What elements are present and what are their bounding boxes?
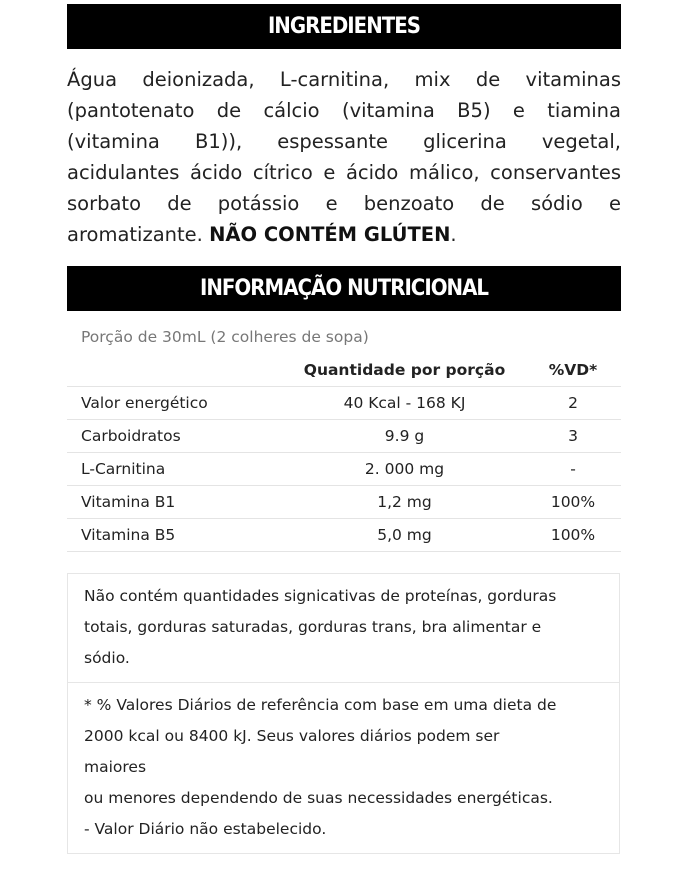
nutrient-name: Carboidratos — [67, 420, 284, 453]
nutrient-name: Valor energético — [67, 387, 284, 420]
table-row — [67, 453, 621, 486]
nutrient-name: L-Carnitina — [67, 453, 284, 486]
not-significant-note — [68, 574, 619, 682]
note-line: totais, gorduras saturadas, gorduras trans, bra alimentar e — [84, 618, 542, 636]
nutrient-quantity: 2. 000 mg — [284, 453, 525, 486]
reference-note — [68, 682, 619, 853]
nutrient-dv: 100% — [525, 486, 621, 519]
note-line: Não contém quantidades signicativas de proteínas, gorduras — [84, 587, 557, 605]
note-line: * % Valores Diários de referência com base em uma dieta de — [84, 696, 557, 714]
nutrient-quantity: 40 Kcal - 168 KJ — [284, 387, 525, 420]
nutrient-quantity: 1,2 mg — [284, 486, 525, 519]
nutrition-title: INFORMAÇÃO NUTRICIONAL — [199, 276, 489, 301]
note-line: - Valor Diário não estabelecido. — [84, 820, 327, 838]
nutrient-name: Vitamina B1 — [67, 486, 284, 519]
table-row — [67, 387, 621, 420]
ingredients-title: INGREDIENTES — [267, 14, 421, 39]
nutrient-quantity: 9.9 g — [284, 420, 525, 453]
nutrient-dv: - — [525, 453, 621, 486]
column-header-dv: %VD* — [548, 361, 598, 379]
ingredients-text: Água deionizada, L-carnitina, mix de vitaminas (pantotenato de cálcio (vitamina B5) e tiamina (vitamina B1)), espessante glicerina vegetal, acidulantes ácido cítrico e ácido málico, conservantes sorbato de potássio e benzoato de sódio e aromatizante. NÃO CONTÉM GLÚTEN. — [67, 68, 621, 246]
column-header-quantity: Quantidade por porção — [303, 361, 506, 379]
portion-size: Porção de 30mL (2 colheres de sopa) — [81, 328, 369, 346]
nutrient-dv: 2 — [525, 387, 621, 420]
table-row — [67, 420, 621, 453]
note-line: ou menores dependendo de suas necessidades energéticas. — [84, 789, 553, 807]
note-line: 2000 kcal ou 8400 kJ. Seus valores diários podem ser — [84, 727, 500, 745]
nutrient-dv: 100% — [525, 519, 621, 552]
nutrient-dv: 3 — [525, 420, 621, 453]
table-row — [67, 486, 621, 519]
nutrient-name: Vitamina B5 — [67, 519, 284, 552]
table-header-row — [67, 354, 621, 387]
note-line: sódio. — [84, 649, 130, 667]
table-row — [67, 519, 621, 552]
nutrition-notes — [67, 573, 620, 854]
note-line: maiores — [84, 758, 147, 776]
ingredients-banner — [67, 4, 621, 49]
gluten-notice: NÃO CONTÉM GLÚTEN — [209, 223, 451, 246]
nutrition-banner — [67, 266, 621, 311]
ingredients-list: Água deionizada, L-carnitina, mix de vitaminas (pantotenato de cálcio (vitamina B5) e tiamina (vitamina B1)), espessante glicerina vegetal, acidulantes ácido cítrico e ácido málico, conservantes sorbato de potássio e benzoato de sódio e aromatizante. — [67, 68, 621, 246]
column-header-nutrient — [67, 354, 284, 387]
nutrient-quantity: 5,0 mg — [284, 519, 525, 552]
nutrition-table — [67, 354, 621, 552]
